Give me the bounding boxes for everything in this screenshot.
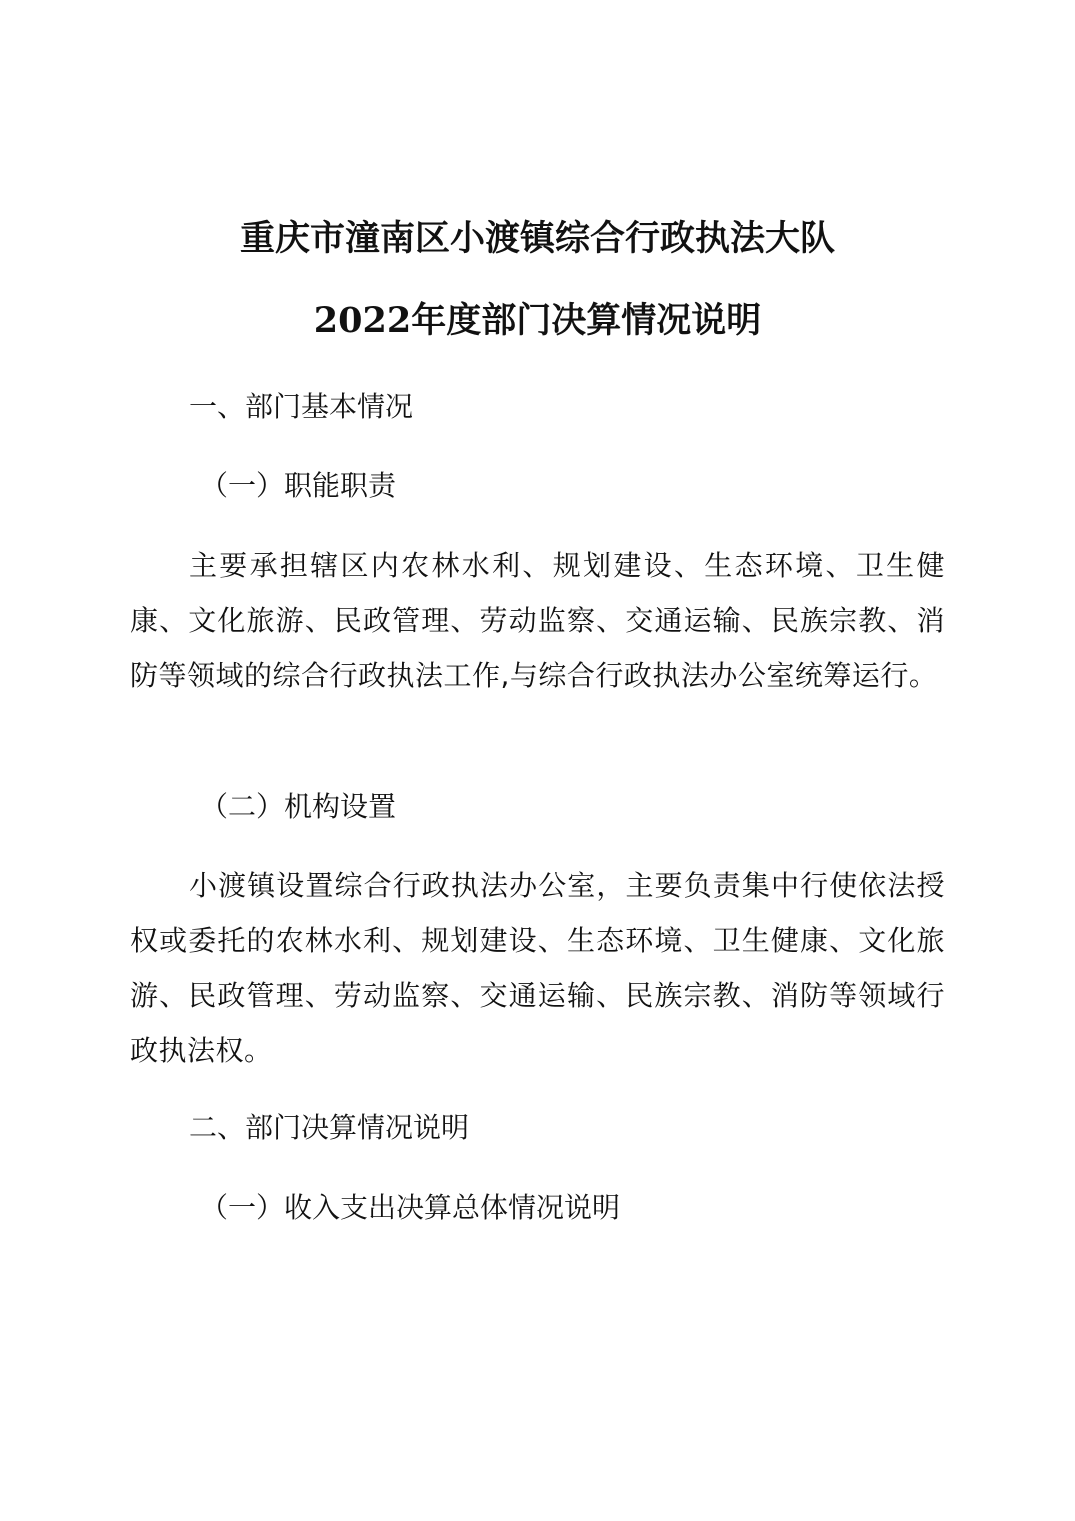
section-heading-basic-info: 一、部门基本情况 xyxy=(189,390,414,423)
paragraph-organization: 小渡镇设置综合行政执法办公室，主要负责集中行使依法授权或委托的农林水利、规划建设、生态环境、卫生健康、文化旅游、民政管理、劳动监察、交通运输、民族宗教、消防等领域行政执法权。 xyxy=(130,869,945,1067)
section-heading-final-accounts: 二、部门决算情况说明 xyxy=(189,1111,470,1144)
document-title-line-1: 重庆市潼南区小渡镇综合行政执法大队 xyxy=(239,218,835,259)
subsection-heading-income-expenditure: （一）收入支出决算总体情况说明 xyxy=(200,1191,621,1224)
subsection-heading-organization: （二）机构设置 xyxy=(200,790,397,823)
paragraph-functions: 主要承担辖区内农林水利、规划建设、生态环境、卫生健康、文化旅游、民政管理、劳动监察、交通运输、民族宗教、消防等领域的综合行政执法工作,与综合行政执法办公室统筹运行。 xyxy=(130,549,945,692)
subsection-heading-functions: （一）职能职责 xyxy=(200,469,397,502)
document-title-line-2: 2022年度部门决算情况说明 xyxy=(313,300,762,341)
